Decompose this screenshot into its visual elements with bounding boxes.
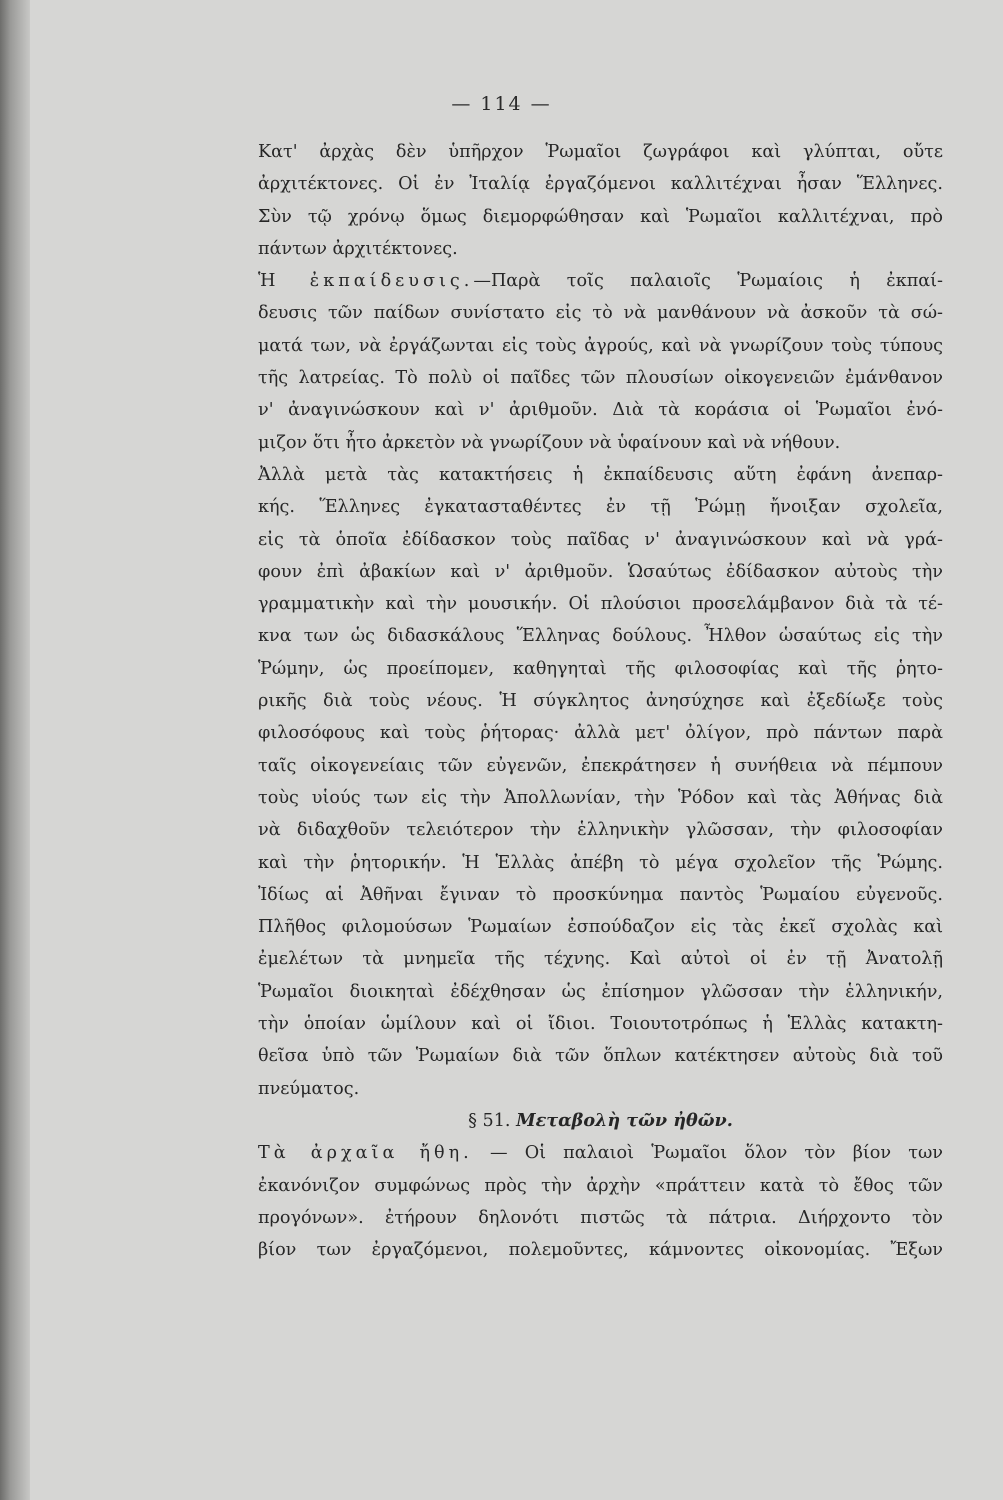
text-line: Ἀλλὰ μετὰ τὰς κατακτήσεις ἡ ἐκπαίδευσις αὕτη ἐφάνη ἀνεπαρ- (258, 464, 943, 485)
text-line: Πλῆθος φιλομούσων Ῥωμαίων ἐσπούδαζον εἰς τὰς ἐκεῖ σχολὰς καὶ (258, 917, 943, 938)
text-fragment: — Οἱ παλαιοὶ Ῥωμαῖοι ὅλον τὸν βίον των (489, 1143, 943, 1164)
text-line: τῆς λατρείας. Τὸ πολὺ οἱ παῖδες τῶν πλουσίων οἰκογενειῶν ἐμάνθανον (258, 368, 943, 389)
paragraph-heading: Τὰ ἀρχαῖα ἤθη. (258, 1143, 473, 1164)
text-line: ἀρχιτέκτονες. Οἱ ἐν Ἰταλίᾳ ἐργαζόμενοι καλλιτέχναι ἦσαν Ἕλληνες. (258, 174, 943, 195)
text-line: Ῥώμην, ὡς προείπομεν, καθηγηταὶ τῆς φιλοσοφίας καὶ τῆς ῥητο- (258, 658, 943, 679)
text-line: κνα των ὡς διδασκάλους Ἕλληνας δούλους. Ἦλθον ὡσαύτως εἰς τὴν (258, 626, 943, 647)
text-fragment: —Παρὰ τοῖς παλαιοῖς Ῥωμαίοις ἡ ἐκπαί- (473, 271, 943, 292)
text-line: φουν ἐπὶ ἀβακίων καὶ ν' ἀριθμοῦν. Ὡσαύτως ἐδίδασκον αὐτοὺς τὴν (258, 561, 943, 582)
text-line: νὰ διδαχθοῦν τελειότερον τὴν ἑλληνικὴν γλῶσσαν, τὴν φιλοσοφίαν (258, 820, 943, 841)
text-line: ματά των, νὰ ἐργάζωνται εἰς τοὺς ἀγρούς, καὶ νὰ γνωρίζουν τοὺς τύπους (258, 335, 943, 356)
text-line: ν' ἀναγινώσκουν καὶ ν' ἀριθμοῦν. Διὰ τὰ κοράσια οἱ Ῥωμαῖοι ἐνό- (258, 400, 943, 421)
text-line (258, 1137, 943, 1169)
text-line: τὴν ὁποίαν ὡμίλουν καὶ οἱ ἴδιοι. Τοιουτοτρόπως ἡ Ἑλλὰς κατακτη- (258, 1014, 943, 1035)
text-line: δευσις τῶν παίδων συνίστατο εἰς τὸ νὰ μανθάνουν νὰ ἀσκοῦν τὰ σώ- (258, 303, 943, 324)
text-line: Κατ' ἀρχὰς δὲν ὑπῆρχον Ῥωμαῖοι ζωγράφοι καὶ γλύπται, οὔτε (258, 142, 943, 162)
text-line: κής. Ἕλληνες ἐγκατασταθέντες ἐν τῇ Ῥώμῃ ἤνοιξαν σχολεῖα, (258, 497, 943, 518)
body-text (258, 136, 943, 1266)
text-line: φιλοσόφους καὶ τοὺς ῥήτορας· ἀλλὰ μετ' ὀλίγον, πρὸ πάντων παρὰ (258, 723, 943, 744)
text-line: ἐκανόνιζον συμφώνως πρὸς τὴν ἀρχὴν «πράττειν κατὰ τὸ ἔθος τῶν (258, 1175, 943, 1196)
text-line: τοὺς υἱούς των εἰς τὴν Ἀπολλωνίαν, τὴν Ῥόδον καὶ τὰς Ἀθήνας διὰ (258, 787, 943, 808)
text-line: ἐμελέτων τὰ μνημεῖα τῆς τέχνης. Καὶ αὐτοὶ οἱ ἐν τῇ Ἀνατολῇ (258, 949, 943, 970)
text-line: γραμματικὴν καὶ τὴν μουσικήν. Οἱ πλούσιοι προσελάμβανον διὰ τὰ τέ- (258, 594, 943, 615)
page-number: — 114 — (451, 93, 552, 115)
text-line: θεῖσα ὑπὸ τῶν Ῥωμαίων διὰ τῶν ὅπλων κατέκτησεν αὐτοὺς διὰ τοῦ (258, 1046, 943, 1067)
text-line: μιζον ὅτι ἦτο ἀρκετὸν νὰ γνωρίζουν νὰ ὑφαίνουν καὶ νὰ νήθουν. (258, 432, 841, 453)
section-number: § 51. (468, 1110, 511, 1131)
text-line (258, 265, 943, 297)
text-line: Σὺν τῷ χρόνῳ ὅμως διεμορφώθησαν καὶ Ῥωμαῖοι καλλιτέχναι, πρὸ (258, 206, 943, 227)
text-line: καὶ τὴν ῥητορικήν. Ἡ Ἑλλὰς ἀπέβη τὸ μέγα σχολεῖον τῆς Ῥώμης. (258, 852, 943, 873)
section-heading (258, 1105, 943, 1137)
text-line: πάντων ἀρχιτέκτονες. (258, 238, 458, 259)
text-line: προγόνων». ἐτήρουν δηλονότι πιστῶς τὰ πάτρια. Διήρχοντο τὸν (258, 1207, 943, 1228)
text-line: ταῖς οἰκογενείαις τῶν εὐγενῶν, ἐπεκράτησεν ἡ συνήθεια νὰ πέμπουν (258, 755, 943, 776)
binding-shadow (0, 0, 30, 1500)
paragraph-heading: Ἡ ἐκπαίδευσις. (258, 271, 474, 292)
section-title: Μεταβολὴ τῶν ἠθῶν. (516, 1109, 733, 1131)
text-line: πνεύματος. (258, 1078, 360, 1099)
text-line: βίον των ἐργαζόμενοι, πολεμοῦντες, κάμνοντες οἰκονομίας. Ἔξων (258, 1240, 943, 1261)
text-line: Ἰδίως αἱ Ἀθῆναι ἔγιναν τὸ προσκύνημα παντὸς Ῥωμαίου εὐγενοῦς. (258, 884, 943, 905)
text-line: Ῥωμαῖοι διοικηταὶ ἐδέχθησαν ὡς ἐπίσημον γλῶσσαν τὴν ἑλληνικήν, (258, 981, 943, 1002)
text-line: εἰς τὰ ὁποῖα ἐδίδασκον τοὺς παῖδας ν' ἀναγινώσκουν καὶ νὰ γρά- (258, 529, 943, 550)
text-line: ρικῆς διὰ τοὺς νέους. Ἡ σύγκλητος ἀνησύχησε καὶ ἐξεδίωξε τοὺς (258, 691, 943, 712)
